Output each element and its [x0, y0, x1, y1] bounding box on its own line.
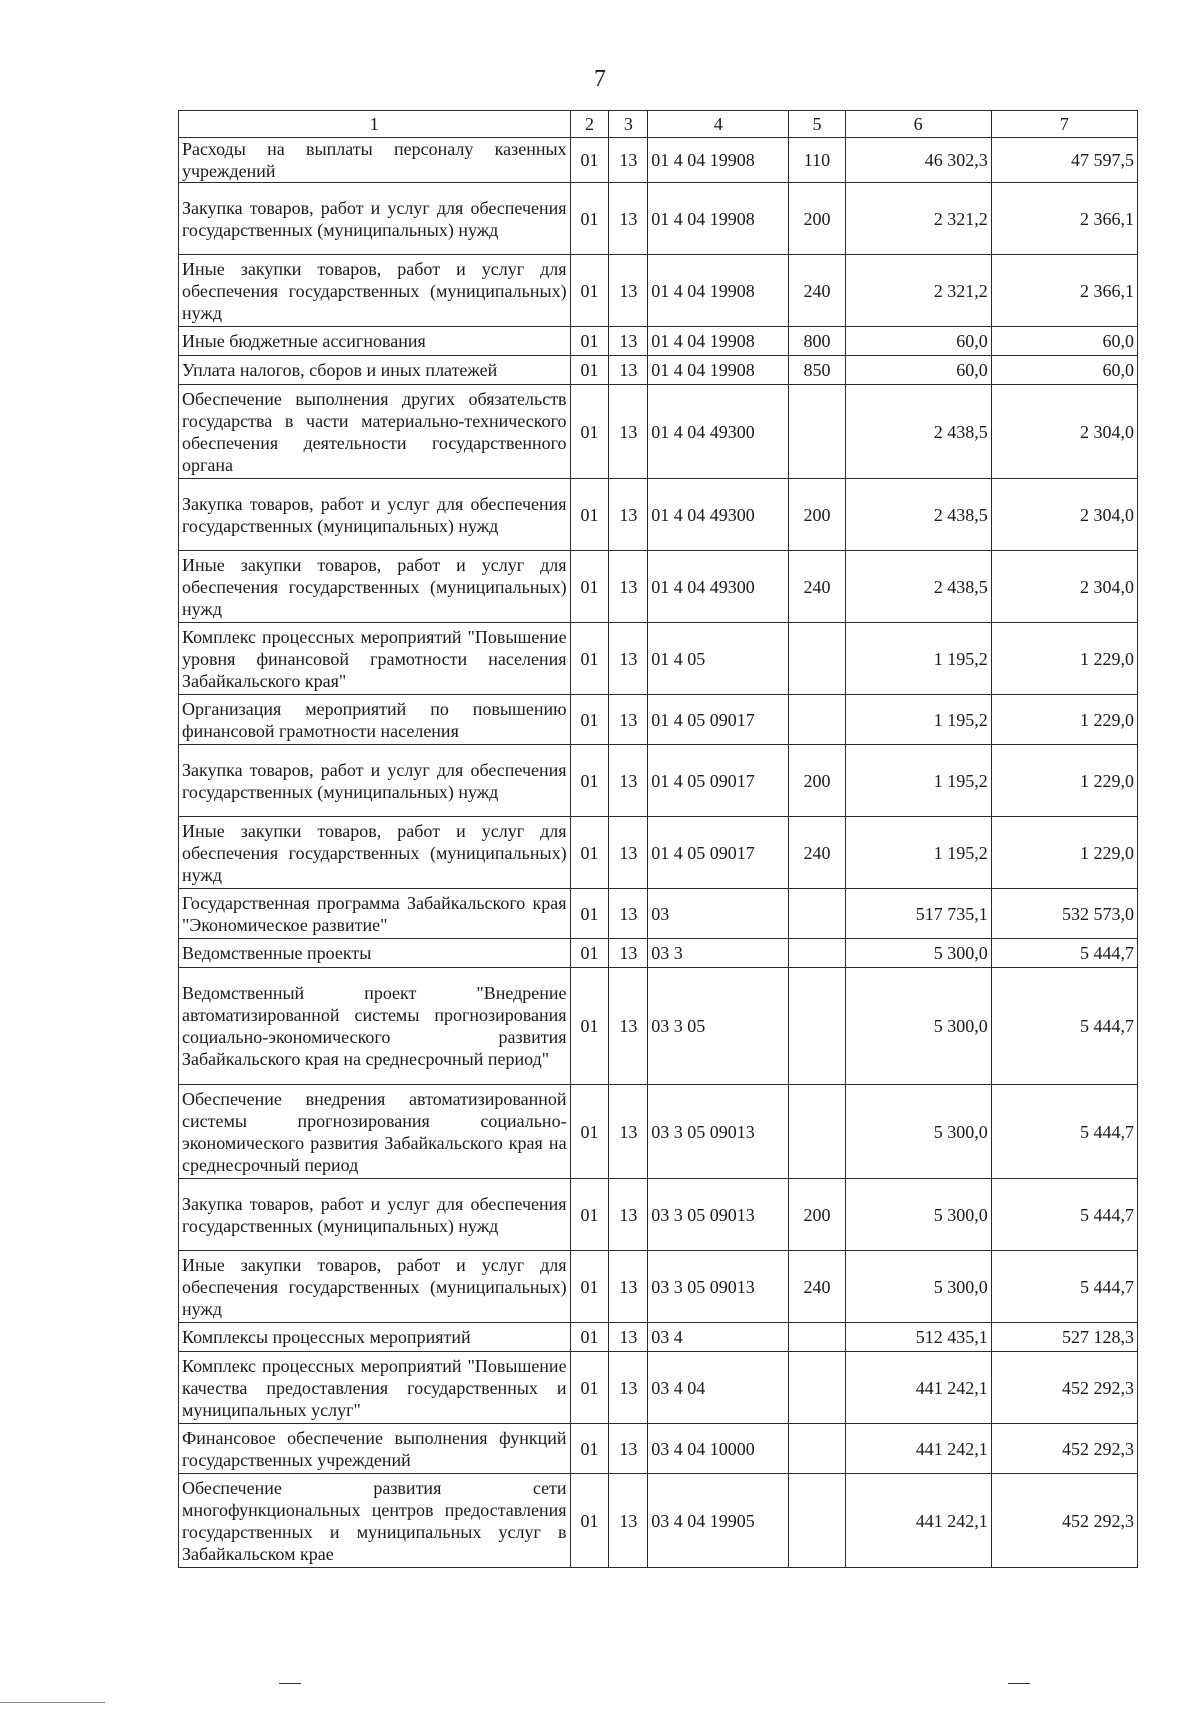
column-header: 5 — [789, 111, 845, 138]
row-amount-col7: 1 229,0 — [991, 817, 1137, 889]
row-section-code: 01 — [570, 817, 609, 889]
row-item-name: Закупка товаров, работ и услуг для обеспечения государственных (муниципальных) нужд — [179, 745, 571, 817]
row-expense-type: 200 — [789, 1179, 845, 1251]
table-row — [179, 1352, 1138, 1424]
row-amount-col6: 2 321,2 — [845, 183, 991, 255]
row-amount-col7: 60,0 — [991, 356, 1137, 385]
row-subsection-code: 13 — [609, 1474, 648, 1568]
table-row — [179, 356, 1138, 385]
row-item-name: Расходы на выплаты персоналу казенных учреждений — [179, 138, 571, 183]
row-amount-col7: 1 229,0 — [991, 623, 1137, 695]
table-row — [179, 1424, 1138, 1474]
table-row — [179, 479, 1138, 551]
row-target-article: 03 4 04 — [648, 1352, 789, 1424]
row-subsection-code: 13 — [609, 255, 648, 327]
row-target-article: 01 4 04 49300 — [648, 385, 789, 479]
row-expense-type — [789, 1352, 845, 1424]
row-amount-col6: 441 242,1 — [845, 1474, 991, 1568]
row-section-code: 01 — [570, 138, 609, 183]
table-row — [179, 255, 1138, 327]
row-amount-col7: 2 366,1 — [991, 255, 1137, 327]
budget-table — [178, 110, 1138, 1568]
table-row — [179, 1251, 1138, 1323]
row-section-code: 01 — [570, 385, 609, 479]
row-expense-type — [789, 1474, 845, 1568]
row-amount-col6: 60,0 — [845, 356, 991, 385]
row-item-name: Комплекс процессных мероприятий "Повышение качества предоставления государственных и муниципальных услуг" — [179, 1352, 571, 1424]
row-section-code: 01 — [570, 968, 609, 1085]
table-row — [179, 385, 1138, 479]
column-header: 7 — [991, 111, 1137, 138]
row-target-article: 01 4 04 49300 — [648, 479, 789, 551]
row-amount-col7: 527 128,3 — [991, 1323, 1137, 1352]
page-number: 7 — [594, 66, 606, 92]
row-item-name: Организация мероприятий по повышению финансовой грамотности населения — [179, 695, 571, 745]
row-amount-col7: 5 444,7 — [991, 1085, 1137, 1179]
row-section-code: 01 — [570, 1424, 609, 1474]
column-header: 1 — [179, 111, 571, 138]
row-subsection-code: 13 — [609, 1085, 648, 1179]
row-amount-col7: 5 444,7 — [991, 1251, 1137, 1323]
row-expense-type: 800 — [789, 327, 845, 356]
row-section-code: 01 — [570, 889, 609, 939]
row-subsection-code: 13 — [609, 968, 648, 1085]
row-subsection-code: 13 — [609, 695, 648, 745]
row-item-name: Обеспечение внедрения автоматизированной системы прогнозирования социально-экономического развития Забайкальского края на среднесрочный период — [179, 1085, 571, 1179]
row-target-article: 01 4 04 19908 — [648, 356, 789, 385]
row-amount-col6: 5 300,0 — [845, 1085, 991, 1179]
row-target-article: 01 4 04 19908 — [648, 138, 789, 183]
row-subsection-code: 13 — [609, 889, 648, 939]
row-amount-col6: 1 195,2 — [845, 695, 991, 745]
column-header: 4 — [648, 111, 789, 138]
row-item-name: Иные закупки товаров, работ и услуг для обеспечения государственных (муниципальных) нужд — [179, 255, 571, 327]
row-subsection-code: 13 — [609, 623, 648, 695]
row-item-name: Закупка товаров, работ и услуг для обеспечения государственных (муниципальных) нужд — [179, 479, 571, 551]
row-section-code: 01 — [570, 183, 609, 255]
row-amount-col6: 2 438,5 — [845, 385, 991, 479]
row-item-name: Комплексы процессных мероприятий — [179, 1323, 571, 1352]
row-expense-type — [789, 1424, 845, 1474]
row-subsection-code: 13 — [609, 551, 648, 623]
header-row — [179, 111, 1138, 138]
row-item-name: Иные закупки товаров, работ и услуг для обеспечения государственных (муниципальных) нужд — [179, 1251, 571, 1323]
table-row — [179, 623, 1138, 695]
row-subsection-code: 13 — [609, 1179, 648, 1251]
row-subsection-code: 13 — [609, 183, 648, 255]
row-section-code: 01 — [570, 327, 609, 356]
row-expense-type — [789, 385, 845, 479]
row-amount-col6: 1 195,2 — [845, 745, 991, 817]
row-amount-col7: 5 444,7 — [991, 968, 1137, 1085]
row-amount-col7: 2 304,0 — [991, 479, 1137, 551]
table-row — [179, 138, 1138, 183]
row-item-name: Иные бюджетные ассигнования — [179, 327, 571, 356]
row-amount-col7: 1 229,0 — [991, 745, 1137, 817]
row-amount-col7: 5 444,7 — [991, 939, 1137, 968]
row-subsection-code: 13 — [609, 817, 648, 889]
row-amount-col7: 5 444,7 — [991, 1179, 1137, 1251]
row-target-article: 01 4 04 49300 — [648, 551, 789, 623]
table-row — [179, 939, 1138, 968]
row-amount-col6: 2 321,2 — [845, 255, 991, 327]
row-target-article: 03 3 05 — [648, 968, 789, 1085]
row-section-code: 01 — [570, 1251, 609, 1323]
row-section-code: 01 — [570, 551, 609, 623]
row-amount-col6: 5 300,0 — [845, 1179, 991, 1251]
row-amount-col6: 1 195,2 — [845, 623, 991, 695]
row-target-article: 01 4 04 19908 — [648, 327, 789, 356]
row-section-code: 01 — [570, 1474, 609, 1568]
row-expense-type — [789, 968, 845, 1085]
column-header: 3 — [609, 111, 648, 138]
row-target-article: 03 4 04 19905 — [648, 1474, 789, 1568]
row-section-code: 01 — [570, 1179, 609, 1251]
row-amount-col7: 452 292,3 — [991, 1424, 1137, 1474]
row-expense-type — [789, 889, 845, 939]
table-body — [179, 138, 1138, 1568]
row-amount-col6: 5 300,0 — [845, 968, 991, 1085]
row-target-article: 01 4 05 — [648, 623, 789, 695]
column-header: 6 — [845, 111, 991, 138]
row-amount-col7: 2 366,1 — [991, 183, 1137, 255]
row-target-article: 01 4 05 09017 — [648, 695, 789, 745]
row-amount-col7: 2 304,0 — [991, 551, 1137, 623]
row-amount-col7: 1 229,0 — [991, 695, 1137, 745]
row-section-code: 01 — [570, 1323, 609, 1352]
row-amount-col6: 1 195,2 — [845, 817, 991, 889]
row-expense-type: 200 — [789, 183, 845, 255]
row-section-code: 01 — [570, 479, 609, 551]
row-expense-type: 240 — [789, 255, 845, 327]
row-item-name: Закупка товаров, работ и услуг для обеспечения государственных (муниципальных) нужд — [179, 183, 571, 255]
table-row — [179, 889, 1138, 939]
row-subsection-code: 13 — [609, 327, 648, 356]
table-row — [179, 551, 1138, 623]
row-target-article: 03 — [648, 889, 789, 939]
row-amount-col6: 512 435,1 — [845, 1323, 991, 1352]
row-target-article: 01 4 04 19908 — [648, 183, 789, 255]
row-amount-col6: 46 302,3 — [845, 138, 991, 183]
row-amount-col6: 5 300,0 — [845, 1251, 991, 1323]
row-amount-col6: 60,0 — [845, 327, 991, 356]
row-target-article: 03 3 05 09013 — [648, 1179, 789, 1251]
row-amount-col7: 452 292,3 — [991, 1352, 1137, 1424]
footer-mark-left — [279, 1683, 301, 1684]
row-expense-type: 240 — [789, 551, 845, 623]
column-header: 2 — [570, 111, 609, 138]
row-item-name: Закупка товаров, работ и услуг для обеспечения государственных (муниципальных) нужд — [179, 1179, 571, 1251]
row-amount-col7: 47 597,5 — [991, 138, 1137, 183]
row-item-name: Ведомственные проекты — [179, 939, 571, 968]
row-item-name: Государственная программа Забайкальского края "Экономическое развитие" — [179, 889, 571, 939]
row-expense-type: 200 — [789, 745, 845, 817]
row-subsection-code: 13 — [609, 385, 648, 479]
row-section-code: 01 — [570, 745, 609, 817]
row-subsection-code: 13 — [609, 1251, 648, 1323]
scan-edge-line — [0, 1702, 105, 1703]
row-amount-col6: 5 300,0 — [845, 939, 991, 968]
row-expense-type: 240 — [789, 1251, 845, 1323]
row-subsection-code: 13 — [609, 939, 648, 968]
row-item-name: Обеспечение выполнения других обязательств государства в части материально-технического обеспечения деятельности государственного органа — [179, 385, 571, 479]
row-subsection-code: 13 — [609, 1323, 648, 1352]
row-section-code: 01 — [570, 939, 609, 968]
row-amount-col6: 441 242,1 — [845, 1424, 991, 1474]
row-target-article: 03 3 — [648, 939, 789, 968]
row-section-code: 01 — [570, 356, 609, 385]
row-expense-type: 200 — [789, 479, 845, 551]
row-subsection-code: 13 — [609, 356, 648, 385]
row-item-name: Иные закупки товаров, работ и услуг для обеспечения государственных (муниципальных) нужд — [179, 551, 571, 623]
row-amount-col7: 60,0 — [991, 327, 1137, 356]
row-section-code: 01 — [570, 1085, 609, 1179]
row-item-name: Финансовое обеспечение выполнения функций государственных учреждений — [179, 1424, 571, 1474]
row-amount-col7: 2 304,0 — [991, 385, 1137, 479]
row-target-article: 03 3 05 09013 — [648, 1085, 789, 1179]
row-subsection-code: 13 — [609, 138, 648, 183]
row-expense-type — [789, 695, 845, 745]
row-item-name: Обеспечение развития сети многофункциональных центров предоставления государственных и муниципальных услуг в Забайкальском крае — [179, 1474, 571, 1568]
row-expense-type: 240 — [789, 817, 845, 889]
row-amount-col6: 441 242,1 — [845, 1352, 991, 1424]
row-subsection-code: 13 — [609, 1352, 648, 1424]
table-row — [179, 817, 1138, 889]
row-expense-type: 110 — [789, 138, 845, 183]
row-expense-type — [789, 1085, 845, 1179]
row-item-name: Комплекс процессных мероприятий "Повышение уровня финансовой грамотности населения Забайкальского края" — [179, 623, 571, 695]
row-target-article: 01 4 05 09017 — [648, 745, 789, 817]
footer-mark-right — [1008, 1683, 1030, 1684]
row-item-name: Ведомственный проект "Внедрение автоматизированной системы прогнозирования социально-экономического развития Забайкальского края на среднесрочный период" — [179, 968, 571, 1085]
table-row — [179, 1179, 1138, 1251]
table-row — [179, 1323, 1138, 1352]
row-target-article: 03 4 — [648, 1323, 789, 1352]
row-expense-type — [789, 623, 845, 695]
row-section-code: 01 — [570, 623, 609, 695]
row-target-article: 01 4 04 19908 — [648, 255, 789, 327]
row-amount-col7: 452 292,3 — [991, 1474, 1137, 1568]
row-subsection-code: 13 — [609, 745, 648, 817]
table-row — [179, 745, 1138, 817]
row-subsection-code: 13 — [609, 479, 648, 551]
row-expense-type — [789, 939, 845, 968]
table-row — [179, 968, 1138, 1085]
table-row — [179, 1474, 1138, 1568]
row-item-name: Иные закупки товаров, работ и услуг для обеспечения государственных (муниципальных) нужд — [179, 817, 571, 889]
row-item-name: Уплата налогов, сборов и иных платежей — [179, 356, 571, 385]
table-row — [179, 695, 1138, 745]
table-row — [179, 183, 1138, 255]
row-target-article: 01 4 05 09017 — [648, 817, 789, 889]
row-target-article: 03 4 04 10000 — [648, 1424, 789, 1474]
row-section-code: 01 — [570, 255, 609, 327]
row-amount-col6: 517 735,1 — [845, 889, 991, 939]
row-subsection-code: 13 — [609, 1424, 648, 1474]
row-section-code: 01 — [570, 695, 609, 745]
row-amount-col7: 532 573,0 — [991, 889, 1137, 939]
row-expense-type: 850 — [789, 356, 845, 385]
table-row — [179, 1085, 1138, 1179]
row-expense-type — [789, 1323, 845, 1352]
row-section-code: 01 — [570, 1352, 609, 1424]
row-amount-col6: 2 438,5 — [845, 479, 991, 551]
row-amount-col6: 2 438,5 — [845, 551, 991, 623]
row-target-article: 03 3 05 09013 — [648, 1251, 789, 1323]
table-row — [179, 327, 1138, 356]
